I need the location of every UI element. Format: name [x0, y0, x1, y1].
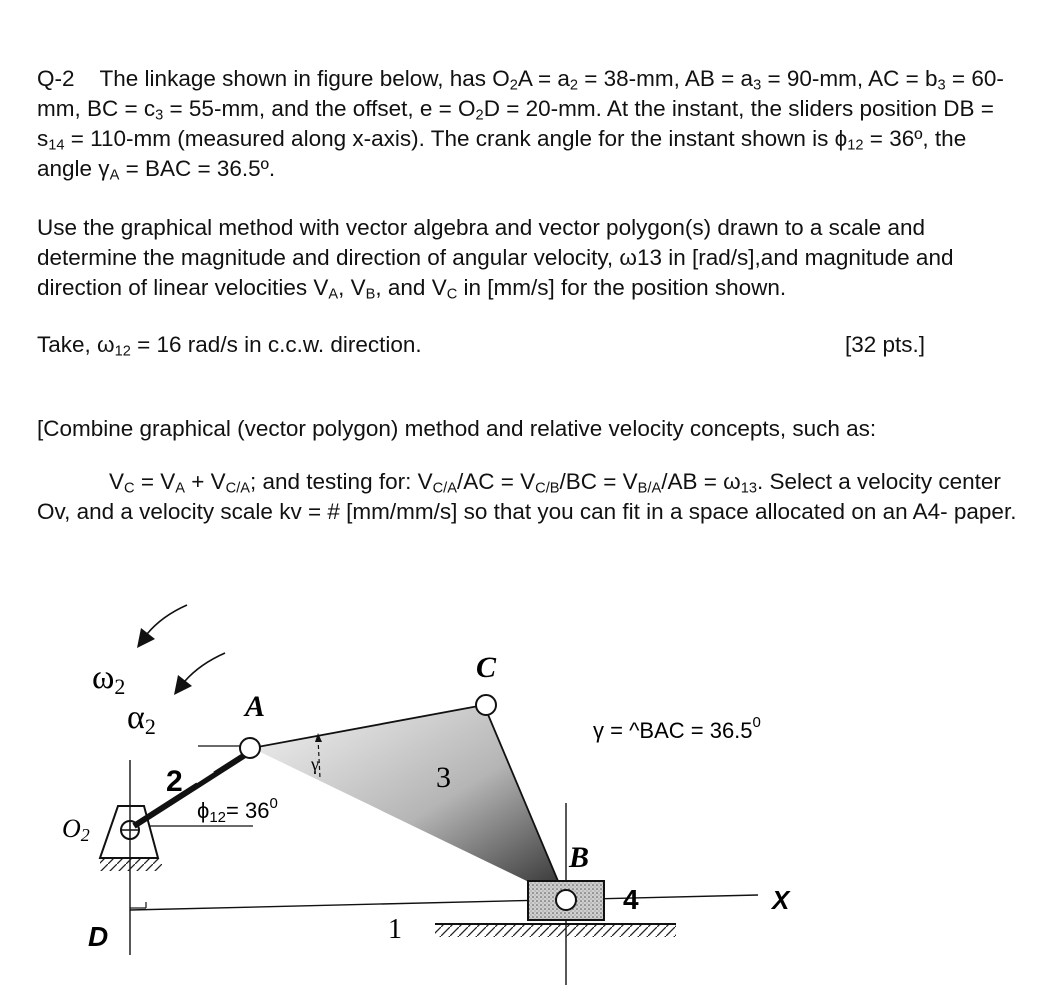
label-link-4: 4: [623, 884, 639, 915]
joint-a: [240, 738, 260, 758]
alpha-label: α2: [127, 699, 156, 739]
omega-arrow: [147, 605, 187, 634]
linkage-figure: [0, 590, 1055, 1007]
task-paragraph: Use the graphical method with vector algebra and vector polygon(s) drawn to a scale and determine the magnitude and direction of angular velocity, ω13 in [rad/s],and magnitude and direction of linear velocities $V_A$, $V_B$, and $V_C$ in [mm/s] for the position shown.: [37, 215, 954, 303]
joint-c: [476, 695, 496, 715]
ground-line-1: [130, 895, 758, 910]
label-phi: $\phi 12= 36^0$: [197, 795, 278, 826]
points-label: [32 pts.]: [845, 332, 926, 357]
label-c: C: [476, 651, 497, 684]
link-3-body: [252, 705, 566, 900]
alpha-arrow: [185, 653, 225, 681]
label-x-axis: X: [772, 885, 790, 915]
joint-b: [556, 890, 576, 910]
omega-arrowhead: [137, 628, 155, 648]
label-b: B: [569, 841, 590, 874]
label-d: D: [88, 921, 109, 952]
hint-paragraph: [Combine graphical (vector polygon) method and relative velocity concepts, such as:: [37, 416, 877, 441]
label-o2: O2: [62, 814, 90, 845]
label-link-1: 1: [388, 914, 402, 945]
slider-ground-hatch: [435, 925, 676, 937]
question-paragraph: Q-2 The linkage shown in figure below, has $O_2A = a_2 = 38-mm$, AB = $a_3 = 90-mm$, AC = $b_3 = 60-mm$, BC = $c_3 = 55-mm$, and the offset, $e = O_2D = 20-mm$. At the instant, the sliders position DB = $s_{14} = 110-mm$ (measured along x-axis). The crank angle for the instant shown is $\phi_{12}$ = 36º, the angle $\gamma_A$ = BAC = 36.5º.: [37, 66, 1004, 184]
formula-paragraph: $V_C = V_A + V_{C/A}$; and testing for: $V_{C/A}/AC = V_{C/B}/BC = V_{B/A}/AB = \omega_{13}$. Select a velocity center Ov, and a velocity scale kv = # [mm/mm/s] so that you can fit in a space allocated on an A4- paper.: [37, 469, 1017, 524]
label-gamma-def: γ = ^BAC = 36.5$^0$: [593, 714, 761, 743]
label-link-3: 3: [436, 761, 451, 794]
label-a: A: [245, 690, 266, 723]
label-link-2: 2: [166, 765, 183, 798]
given-paragraph: Take, $\omega_{12} = 16$ rad/s in c.c.w. direction. [32 pts.]: [37, 332, 926, 360]
question-label: Q-2: [37, 66, 75, 91]
alpha-arrowhead: [174, 675, 192, 695]
o2-ground-hatch: [100, 859, 162, 871]
label-gamma-small: γ: [311, 754, 319, 774]
omega-label: ω2: [92, 659, 126, 699]
